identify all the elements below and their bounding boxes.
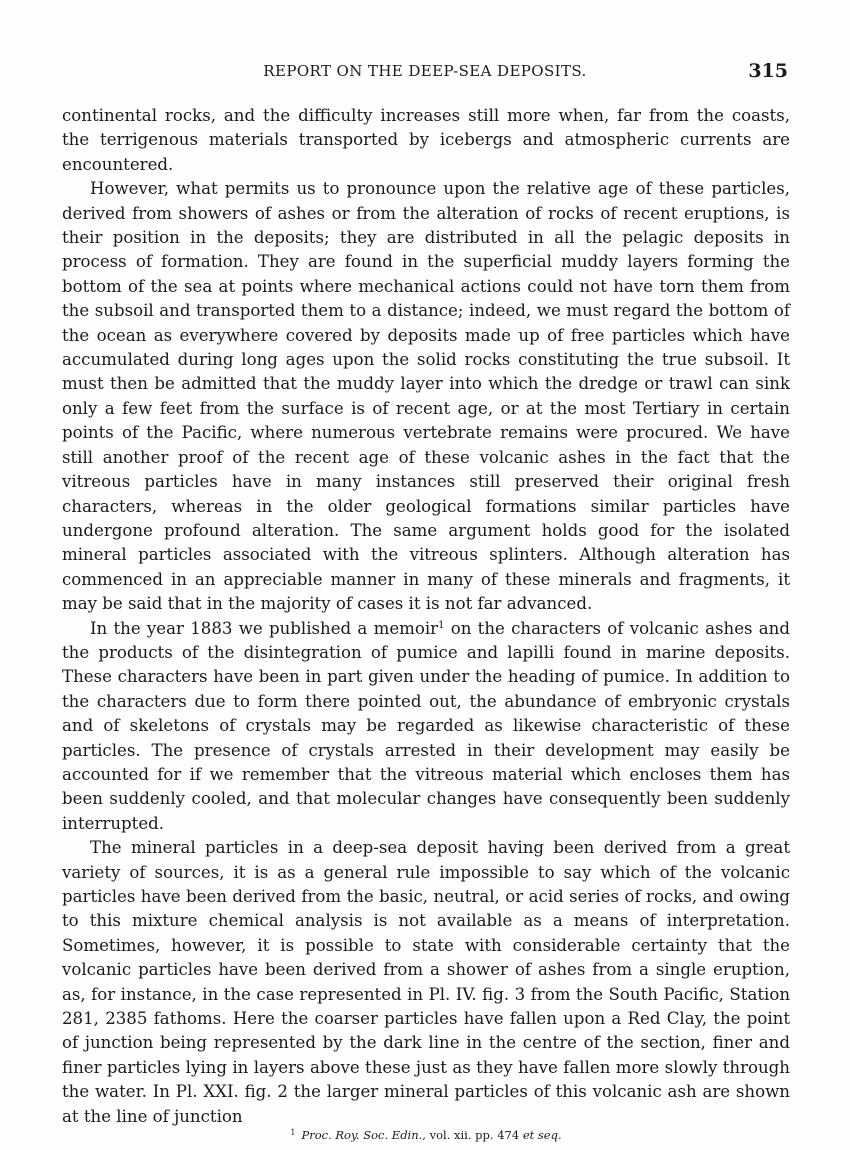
paragraph-3 xyxy=(62,617,790,837)
paragraph-3-end: on the characters of volcanic ashes and the products of the disintegration of pumice and lapilli found in marine deposits. These characters have been in part given under the heading of pumice. In addition to the characters due to form there pointed out, the abundance of embryonic crystals and of skeletons of crystals may be regarded as likewise characteristic of these particles. The presence of crystals arrested in their development may easily be accounted for if we remember that the vitreous material which encloses them has been suddenly cooled, and that molecular changes have consequently been suddenly interrupted. xyxy=(62,618,790,833)
footnote xyxy=(62,1126,790,1142)
body-text xyxy=(62,104,790,1129)
paragraph-3-start: In the year 1883 we published a memoir xyxy=(90,618,439,638)
footnote-details: , vol. xii. pp. 474 xyxy=(422,1128,523,1142)
footnote-reference: 1 xyxy=(438,619,445,631)
footnote-mark: 1 xyxy=(290,1128,296,1137)
paragraph-4: The mineral particles in a deep-sea deposit having been derived from a great variety of sources, it is as a general rule impossible to say which of the volcanic particles have been derived from the basic, neutral, or acid series of rocks, and owing to this mixture chemical analysis is not available as a means of interpretation. Sometimes, however, it is possible to state with considerable certainty that the volcanic particles have been derived from a shower of ashes from a single eruption, as, for instance, in the case represented in Pl. IV. fig. 3 from the South Pacific, Station 281, 2385 fathoms. Here the coarser particles have fallen upon a Red Clay, the point of junction being represented by the dark line in the centre of the section, finer and finer particles lying in layers above these just as they have fallen more slowly through the water. In Pl. XXI. fig. 2 the larger mineral particles of this volcanic ash are shown at the line of junction xyxy=(62,838,790,1126)
footnote-journal: Proc. Roy. Soc. Edin. xyxy=(301,1128,423,1142)
page-number: 315 xyxy=(748,60,788,82)
page-header xyxy=(62,62,788,86)
running-title: REPORT ON THE DEEP-SEA DEPOSITS. xyxy=(263,62,587,80)
footnote-suffix: et seq. xyxy=(522,1128,562,1142)
paragraph-1: continental rocks, and the difficulty increases still more when, far from the coasts, the terrigenous materials transported by icebergs and atmospheric currents are encountered. xyxy=(62,106,790,174)
paragraph-2: However, what permits us to pronounce upon the relative age of these particles, derived from showers of ashes or from the alteration of rocks of recent eruptions, is their position in the deposits; they are distributed in all the pelagic deposits in process of formation. They are found in the superficial muddy layers forming the bottom of the sea at points where mechanical actions could not have torn them from the subsoil and transported them to a distance; indeed, we must regard the bottom of the ocean as everywhere covered by deposits made up of free particles which have accumulated during long ages upon the solid rocks constituting the true subsoil. It must then be admitted that the muddy layer into which the dredge or trawl can sink only a few feet from the surface is of recent age, or at the most Tertiary in certain points of the Pacific, where numerous vertebrate remains were procured. We have still another proof of the recent age of these volcanic ashes in the fact that the vitreous particles have in many instances still preserved their original fresh characters, whereas in the older geological formations similar particles have undergone profound alteration. The same argument holds good for the isolated mineral particles associated with the vitreous splinters. Although alteration has commenced in an appreciable manner in many of these minerals and fragments, it may be said that in the majority of cases it is not far advanced. xyxy=(62,179,790,614)
